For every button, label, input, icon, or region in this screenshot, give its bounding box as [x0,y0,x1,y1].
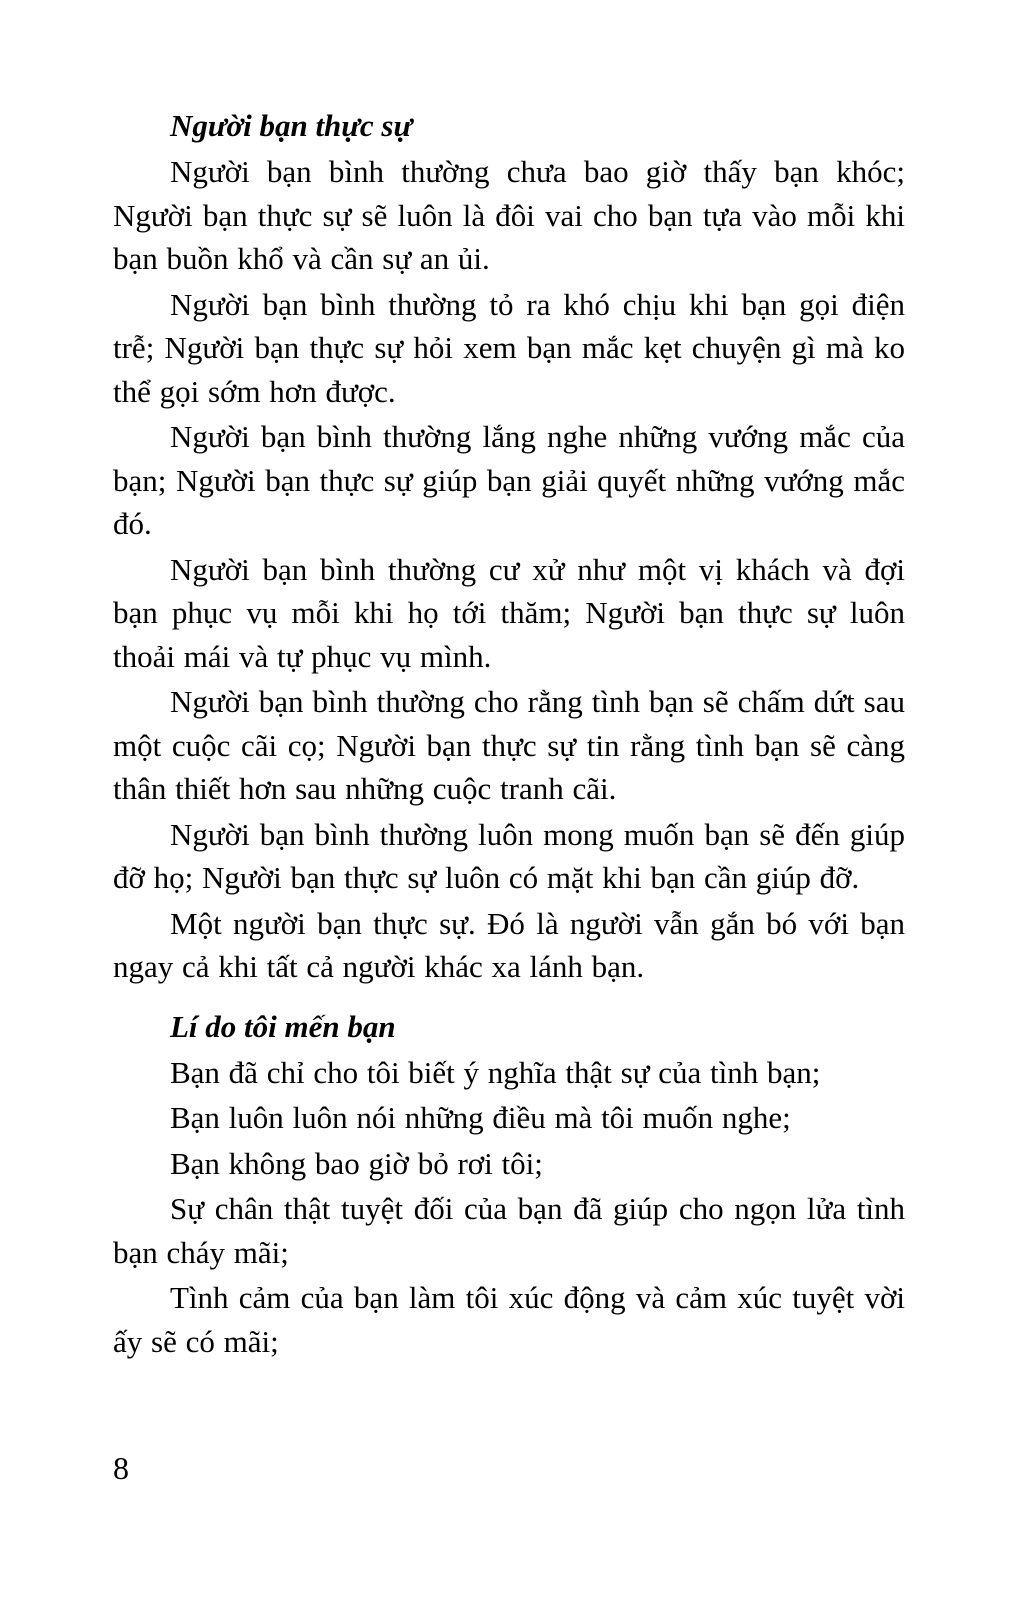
page-content [113,104,905,1365]
paragraph: Người bạn bình thường chưa bao giờ thấy bạn khóc; Người bạn thực sự sẽ luôn là đôi vai cho bạn tựa vào mỗi khi bạn buồn khổ và cần sự an ủi. [113,154,905,276]
section-heading-why-i-like-you: Lí do tôi mến bạn [170,1008,396,1044]
section-heading-true-friend: Người bạn thực sự [170,108,413,143]
paragraph: Một người bạn thực sự. Đó là người vẫn gắn bó với bạn ngay cả khi tất cả người khác xa lánh bạn. [113,905,905,984]
paragraph: Bạn luôn luôn nói những điều mà tôi muốn nghe; [170,1100,791,1135]
paragraph: Người bạn bình thường tỏ ra khó chịu khi bạn gọi điện trễ; Người bạn thực sự hỏi xem bạn mắc kẹt chuyện gì mà ko thể gọi sớm hơn được. [113,286,905,409]
paragraph: Người bạn bình thường luôn mong muốn bạn sẽ đến giúp đỡ họ; Người bạn thực sự luôn có mặt khi bạn cần giúp đỡ. [113,816,905,895]
paragraph: Tình cảm của bạn làm tôi xúc động và cảm xúc tuyệt vời ấy sẽ có mãi; [113,1280,905,1359]
paragraph: Sự chân thật tuyệt đối của bạn đã giúp cho ngọn lửa tình bạn cháy mãi; [113,1191,905,1270]
paragraph: Bạn đã chỉ cho tôi biết ý nghĩa thật sự của tình bạn; [170,1054,821,1090]
page-number: 8 [113,1450,129,1486]
paragraph: Người bạn bình thường lắng nghe những vướng mắc của bạn; Người bạn thực sự giúp bạn giải quyết những vướng mắc đó. [113,419,905,541]
paragraph: Người bạn bình thường cư xử như một vị khách và đợi bạn phục vụ mỗi khi họ tới thăm; Người bạn thực sự luôn thoải mái và tự phục vụ mình. [113,551,905,674]
paragraph: Người bạn bình thường cho rằng tình bạn sẽ chấm dứt sau một cuộc cãi cọ; Người bạn thực sự tin rằng tình bạn sẽ càng thân thiết hơn sau những cuộc tranh cãi. [113,684,905,806]
paragraph: Bạn không bao giờ bỏ rơi tôi; [170,1145,543,1181]
